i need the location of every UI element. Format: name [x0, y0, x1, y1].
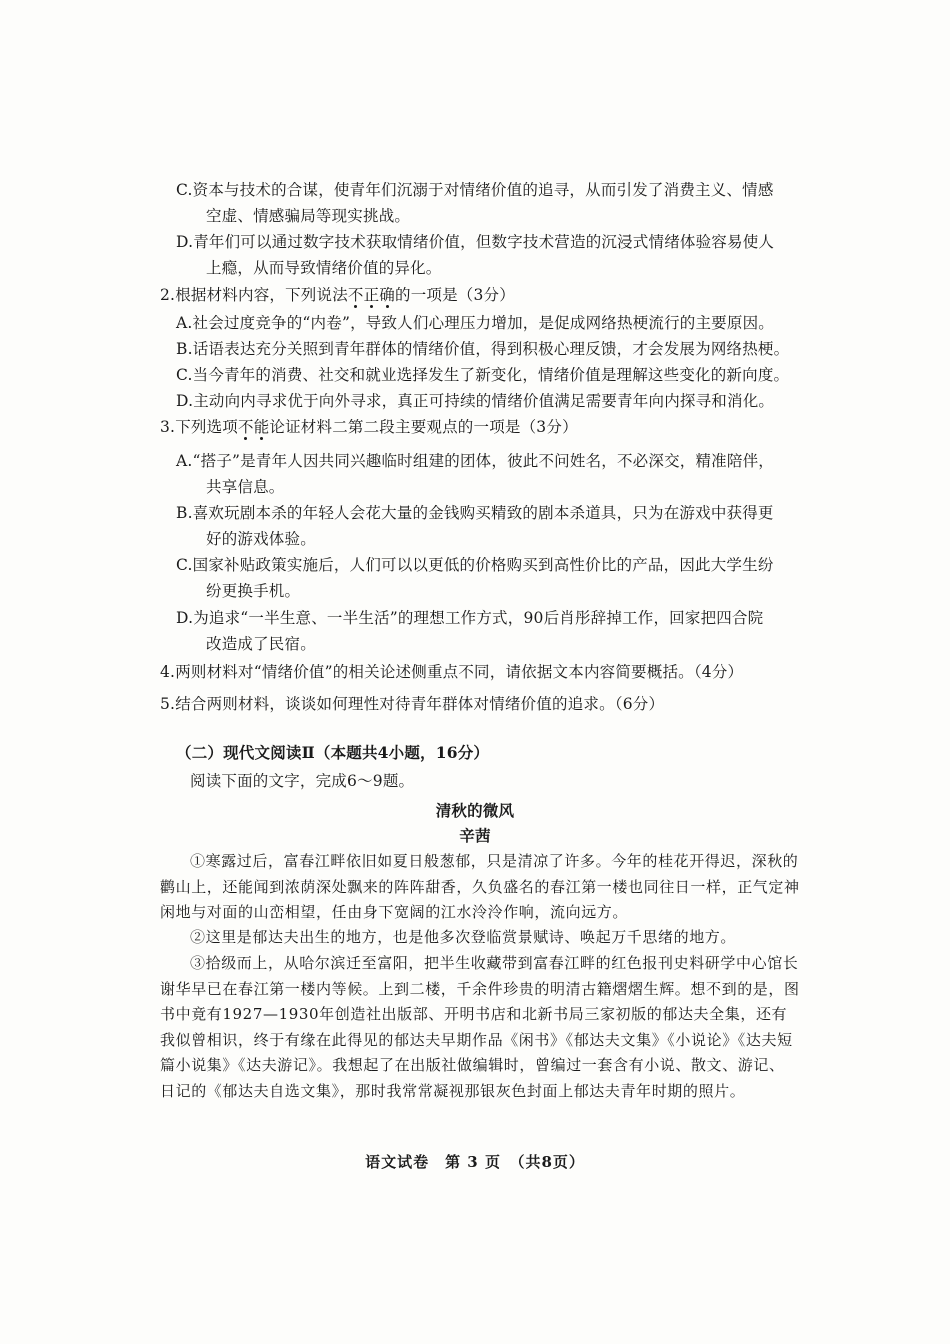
reading-instruction: 阅读下面的文字，完成6～9题。	[190, 772, 415, 790]
q3-option-c-line2: 纷更换手机。	[206, 582, 301, 600]
q1-option-d-line2: 上瘾，从而导致情绪价值的异化。	[206, 259, 442, 277]
q3-stem-emphasis: 不	[238, 418, 254, 436]
q2-option-a: A.社会过度竞争的“内卷”，导致人们心理压力增加，是促成网络热梗流行的主要原因。	[176, 314, 774, 332]
q2-stem-emphasis: 正	[363, 286, 380, 304]
q3-option-b-line2: 好的游戏体验。	[206, 530, 316, 548]
q2-option-c: C.当今青年的消费、社交和就业选择发生了新变化，情绪价值是理解这些变化的新向度。	[176, 366, 790, 384]
q5-stem: 5.结合两则材料，谈谈如何理性对待青年群体对情绪价值的追求。（6分）	[160, 695, 665, 713]
q2-option-b: B.话语表达充分关照到青年群体的情绪价值，得到积极心理反馈，才会发展为网络热梗。	[176, 340, 790, 358]
q3-option-c-line1: C.国家补贴政策实施后，人们可以以更低的价格购买到高性价比的产品，因此大学生纷	[176, 556, 774, 574]
section-heading: （二）现代文阅读Ⅱ（本题共4小题，16分）	[176, 743, 490, 762]
q2-option-d: D.主动向内寻求优于向外寻求，真正可持续的情绪价值满足需要青年向内探寻和消化。	[176, 392, 775, 410]
article-paragraph-2: ②这里是郁达夫出生的地方，也是他多次登临赏景赋诗、唤起万千思绪的地方。	[190, 928, 737, 946]
article-title: 清秋的微风	[435, 801, 515, 820]
q3-option-b-line1: B.喜欢玩剧本杀的年轻人会花大量的金钱购买精致的剧本杀道具，只为在游戏中获得更	[176, 504, 774, 522]
q3-stem-emphasis: 能	[253, 418, 270, 436]
q1-option-c-line1: C.资本与技术的合谋，使青年们沉溺于对情绪价值的追寻，从而引发了消费主义、情感	[176, 181, 774, 199]
q3-option-d-line1: D.为追求“一半生意、一半生活”的理想工作方式，90后肖彤辞掉工作，回家把四合院	[176, 609, 764, 627]
q3-option-a-line2: 共享信息。	[206, 478, 285, 496]
q2-stem	[160, 283, 515, 308]
q3-stem	[160, 415, 578, 440]
q2-stem-pre: 2.根据材料内容，下列说法	[160, 286, 348, 304]
article-author: 辛茜	[459, 826, 491, 845]
q1-option-c-line2: 空虚、情感骗局等现实挑战。	[206, 207, 411, 225]
q3-option-a-line1: A.“搭子”是青年人因共同兴趣临时组建的团体，彼此不问姓名，不必深交，精准陪伴，	[176, 452, 774, 470]
q1-option-d-line1: D.青年们可以通过数字技术获取情绪价值，但数字技术营造的沉浸式情绪体验容易使人	[176, 233, 775, 251]
article-paragraph-3: ③拾级而上，从哈尔滨迁至富阳，把半生收藏带到富春江畔的红色报刊史料研学中心馆长谢华早已在春江第一楼内等候。上到二楼，千余件珍贵的明清古籍熠熠生辉。想不到的是，图书中竟有1927—1930年创造社出版部、开明书店和北新书局三家初版的郁达夫全集，还有我似曾相识，终于有缘在此得见的郁达夫早期作品《闲书》《郁达夫文集》《小说论》《达夫短篇小说集》《达夫游记》。我想起了在出版社做编辑时，曾编过一套含有小说、散文、游记、日记的《郁达夫自选文集》，那时我常常凝视那银灰色封面上郁达夫青年时期的照片。	[160, 954, 800, 1100]
q3-stem-pre: 3.下列选项	[160, 418, 238, 436]
q2-stem-emphasis: 确	[379, 286, 395, 304]
q2-stem-emphasis: 不	[347, 286, 364, 304]
article-paragraph-1: ①寒露过后，富春江畔依旧如夏日般葱郁，只是清凉了许多。今年的桂花开得迟，深秋的鹳山上，还能闻到浓荫深处飘来的阵阵甜香，久负盛名的春江第一楼也同往日一样，正气定神闲地与对面的山峦相望，任由身下宽阔的江水泠泠作响，流向远方。	[160, 852, 800, 922]
q3-stem-post: 论证材料二第二段主要观点的一项是（3分）	[269, 418, 578, 436]
q3-option-d-line2: 改造成了民宿。	[206, 635, 316, 653]
q4-stem: 4.两则材料对“情绪价值”的相关论述侧重点不同，请依据文本内容简要概括。（4分）	[160, 663, 744, 681]
page-footer: 语文试卷 第 3 页 （共8页）	[365, 1153, 585, 1171]
q2-stem-post: 的一项是（3分）	[395, 286, 515, 304]
